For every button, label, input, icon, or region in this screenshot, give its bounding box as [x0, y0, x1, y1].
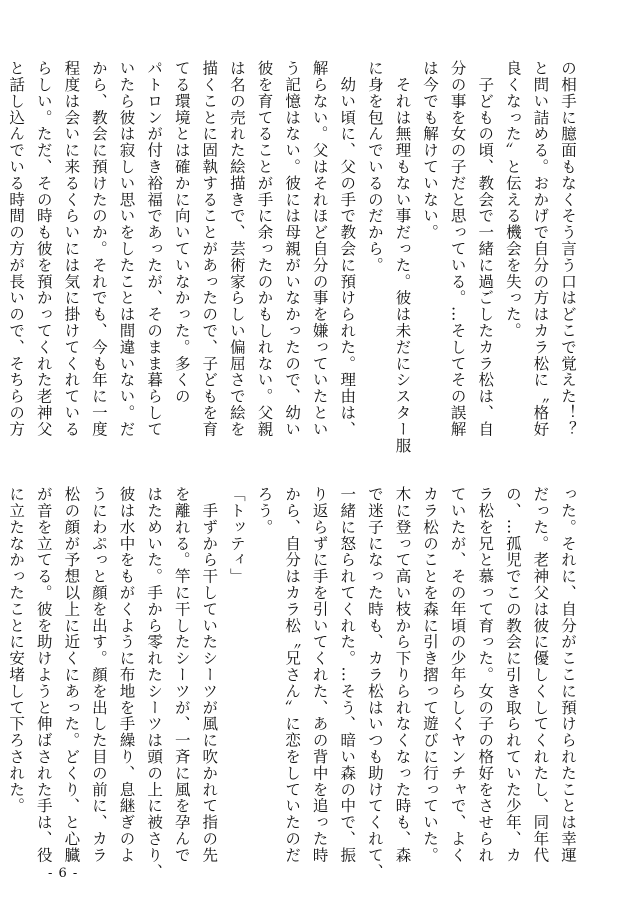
lower-text-block: った。それに、自分がここに預けられたことは幸運 だった。老神父は彼に優しくしてくれたし、同年代 の、…孤児でこの教会に引き取られていた少年、カ ラ松を兄と慕って育った。女の子の格好をさせられ ていたが、その年頃の少年らしくヤンチャで、よく カラ松のことを森に引き摺って遊びに行っていた。 木に登って高い枝から下りられなくなった時も、森 で迷子になった時も、カラ松はいつも助けてくれて、 一緒に怒られてくれた。…そう、暗い森の中で、振 り返らずに手を引いてくれた、あの背中を追った時 から、自分はカラ松〝兄さん〟に恋をしていたのだ ろう。 「トッティ」 手ずから干していたシーツが風に吹かれて指の先 を離れる。竿に干したシーツが、一斉に風を孕んで はためいた。手から零れたシーツは頭の上に被さり、 彼は水中をもがくように布地を手繰り、息継ぎのよ うにわぷっと顔を出す。顔を出した目の前に、カラ 松の顔が予想以上に近くにあった。どくり、と心臓 が音を立てる。彼を助けようと伸ばされた手は、役 に立たなかったことに安堵して下ろされた。: [7, 486, 577, 880]
upper-text-block: の相手に臆面もなくそう言う口はどこで覚えた！？ と問い詰める。おかげで自分の方はカラ松に〝格好 良くなった〟と伝える機会を失った。 子どもの頃、教会で一緒に過ごしたカラ松は、自 分の事を女の子だと思っている。…そしてその誤解 は今でも解けていない。 それは無理もない事だった。彼は未だにシスター服 に身を包んでいるのだから。 幼い頃に、父の手で教会に預けられた。理由は、 解らない。父はそれほど自分の事を嫌っていたとい う記憶はない。彼には母親がいなかったので、幼い 彼を育てることが手に余ったのかもしれない。父親 は名の売れた絵描きで、芸術家らしい偏屈さで絵を 描くことに固執することがあったので、子どもを育 てる環境とは確かに向いていなかった。多くの パトロンが付き裕福であったが、そのまま暮らして いたら彼は寂しい思いをしたことは間違いない。だ から、教会に預けたのか。それでも、今も年に一度 程度は会いに来るくらいには気に掛けてくれている らしい。ただ、その時も彼を預かってくれた老神父 と話し込んでいる時間の方が長いので、そちらの方: [7, 60, 577, 454]
page-number: - 6 -: [48, 866, 79, 881]
